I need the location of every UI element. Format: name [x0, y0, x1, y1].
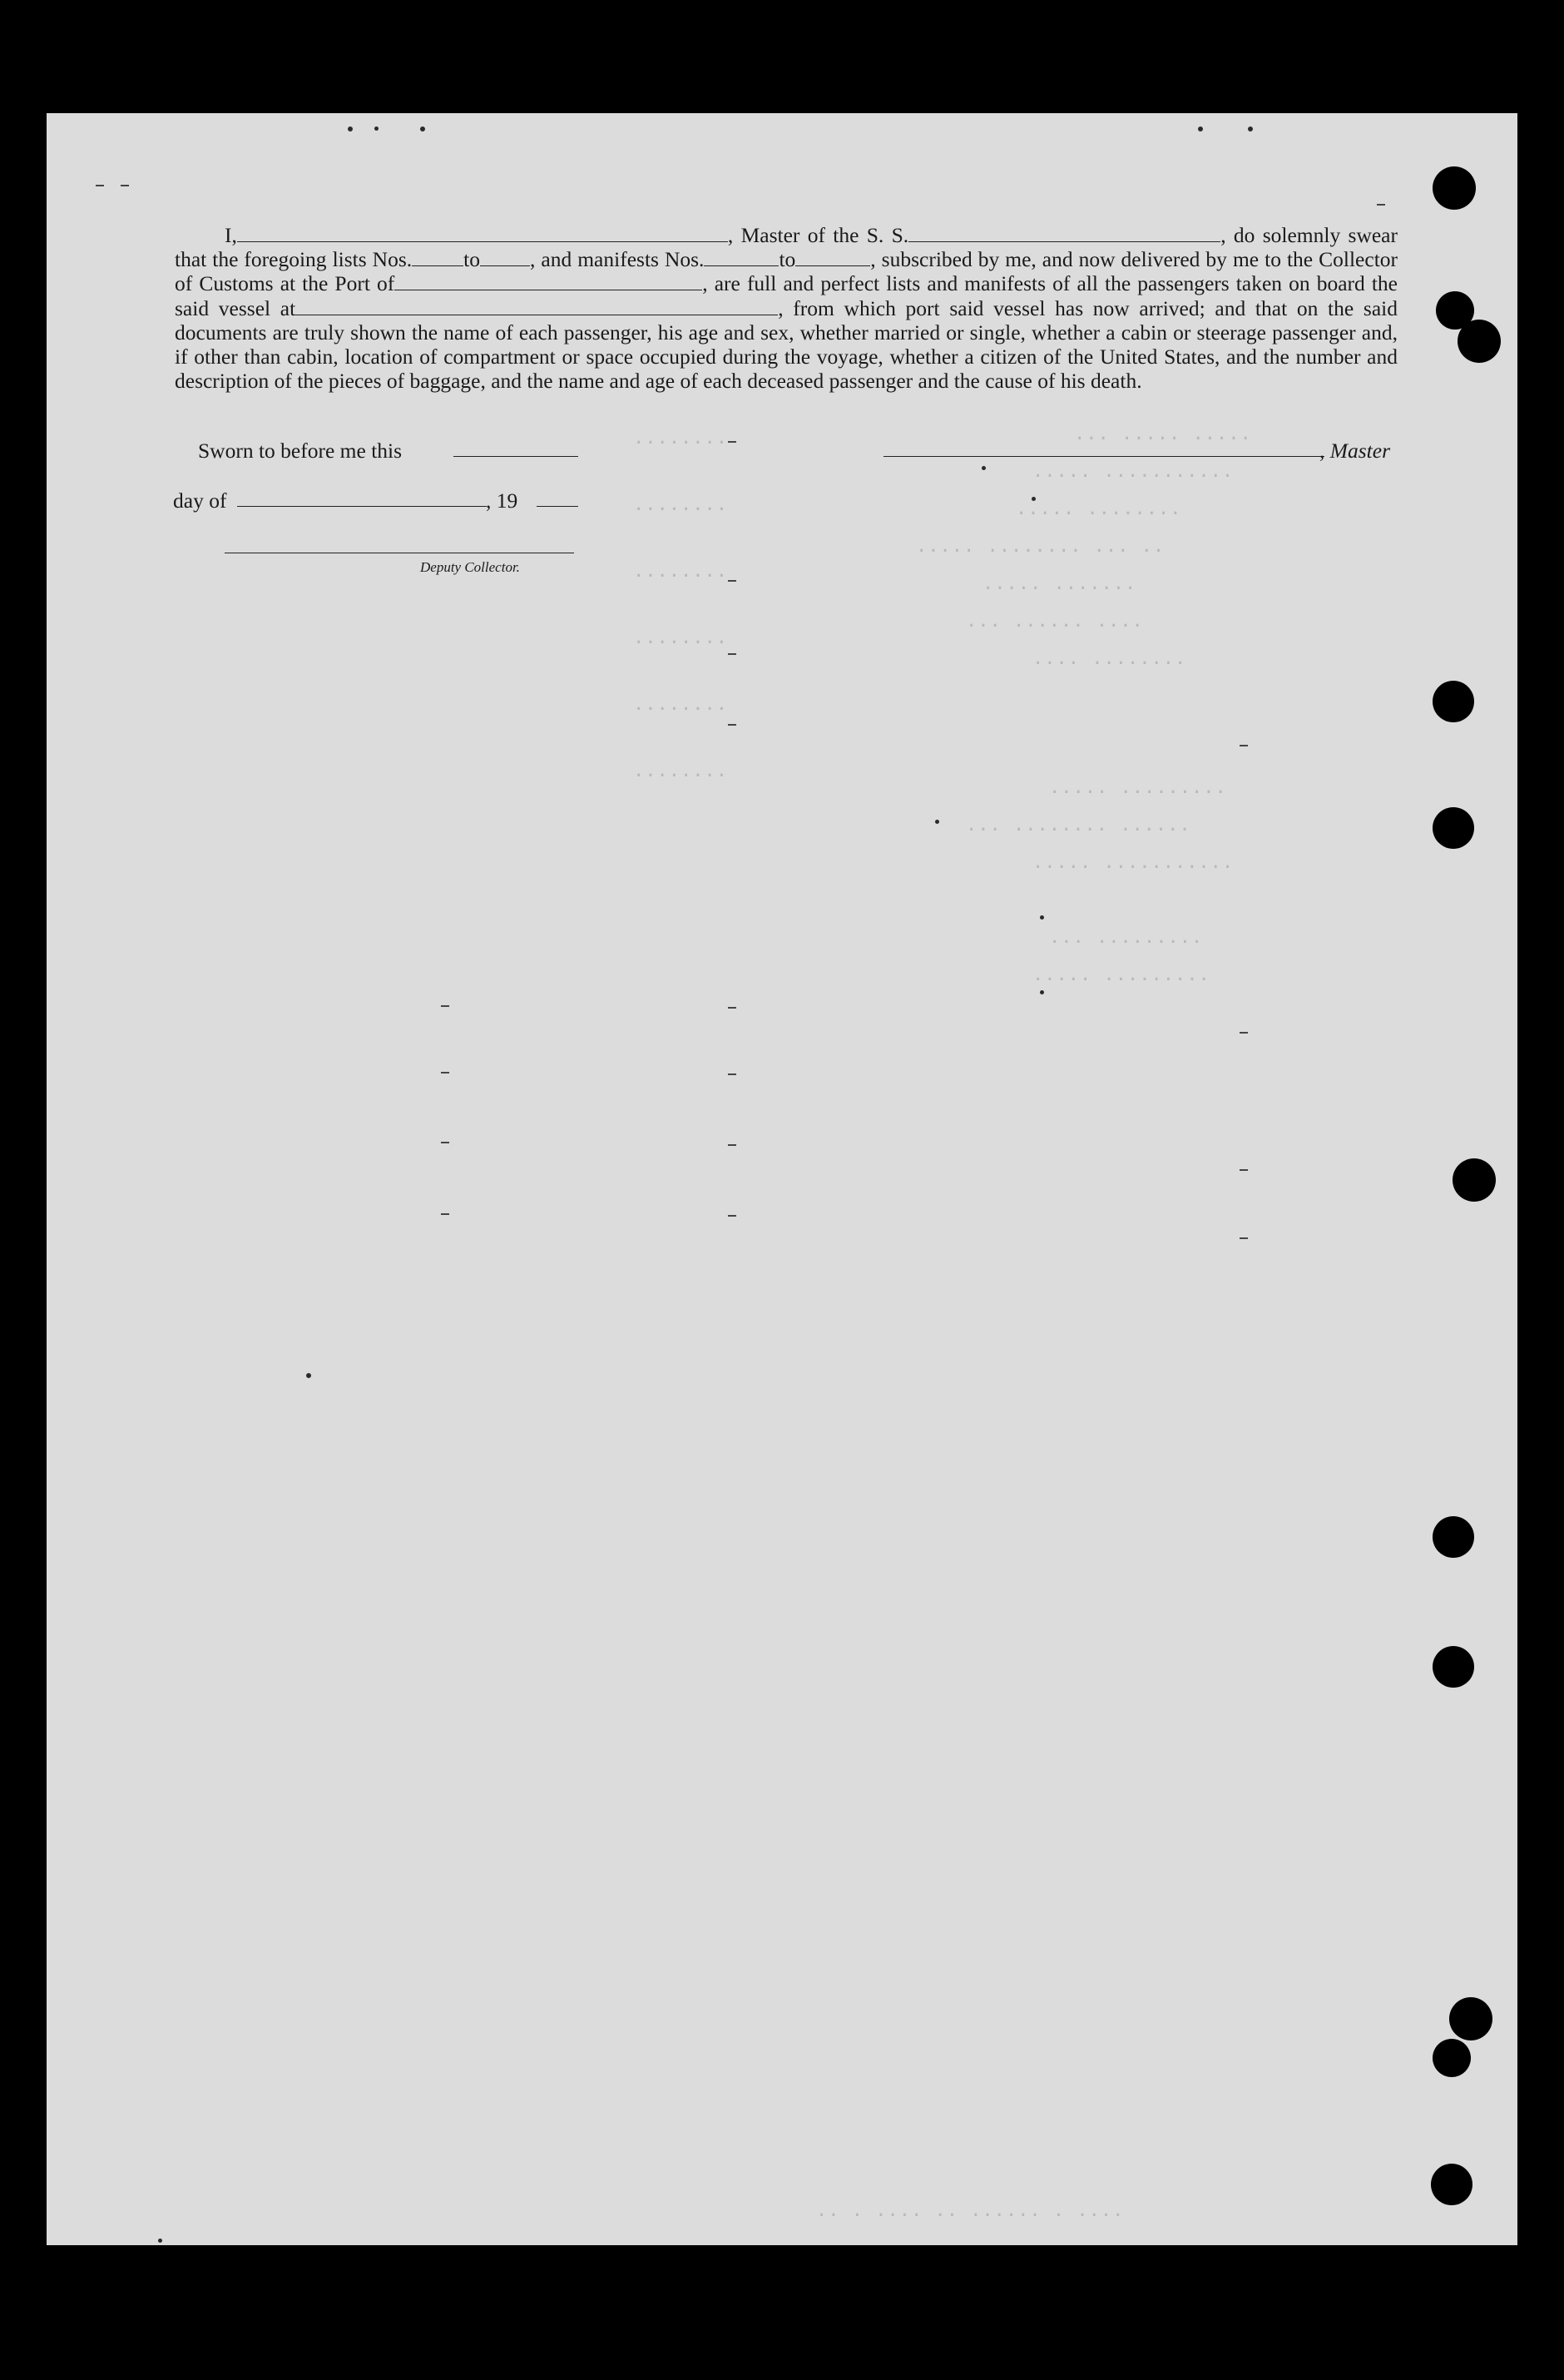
manifest-to-blank: [795, 250, 870, 266]
oath-text-to-2: to: [779, 247, 796, 272]
oath-text-to-1: to: [463, 247, 480, 272]
sworn-date-line: [453, 456, 578, 457]
oath-text-i: I,: [225, 223, 237, 247]
deputy-collector-label: Deputy Collector.: [420, 559, 520, 575]
sworn-label: Sworn to before me this: [198, 439, 403, 463]
oath-text-delivered: , subscribed by me, and now delivered by me to the Collector of Customs at the Port of: [175, 247, 1398, 296]
list-to-blank: [480, 250, 530, 266]
oath-text-swear: , do solemnly swear that the foregoing lists Nos.: [175, 223, 1398, 272]
master-name-blank: [237, 226, 728, 242]
day-of-line: [237, 506, 487, 507]
year-line: [537, 506, 578, 507]
master-signature-line: [883, 456, 1324, 457]
oath-text-full-lists: , are full and perfect lists and manifests of all the passengers taken on board the said vessel at: [175, 271, 1398, 320]
year-label: , 19: [486, 488, 518, 513]
manifest-from-blank: [704, 250, 779, 266]
oath-text-arrived: , from which port said vessel has now arrived; and that on the said documents are truly shown the name of each passenger, his age and sex, whether married or single, whether a cabin or steerage passenger and, if other than cabin, location of compartment or space occupied during the voyage, whether a citizen of the United States, and the number and description of the pieces of baggage, and the name and age of each deceased passenger and the cause of his death.: [175, 295, 1398, 394]
master-label: , Master: [1319, 439, 1390, 463]
oath-paragraph: [175, 223, 1398, 393]
oath-text-manifests: , and manifests Nos.: [530, 247, 705, 272]
document-page: [47, 113, 1517, 2245]
ship-name-blank: [908, 226, 1220, 242]
list-from-blank: [412, 250, 463, 266]
day-of-label: day of: [173, 488, 227, 513]
port-blank: [394, 275, 702, 290]
vessel-port-blank: [295, 300, 778, 315]
oath-text-master-of: , Master of the S. S.: [727, 223, 909, 247]
